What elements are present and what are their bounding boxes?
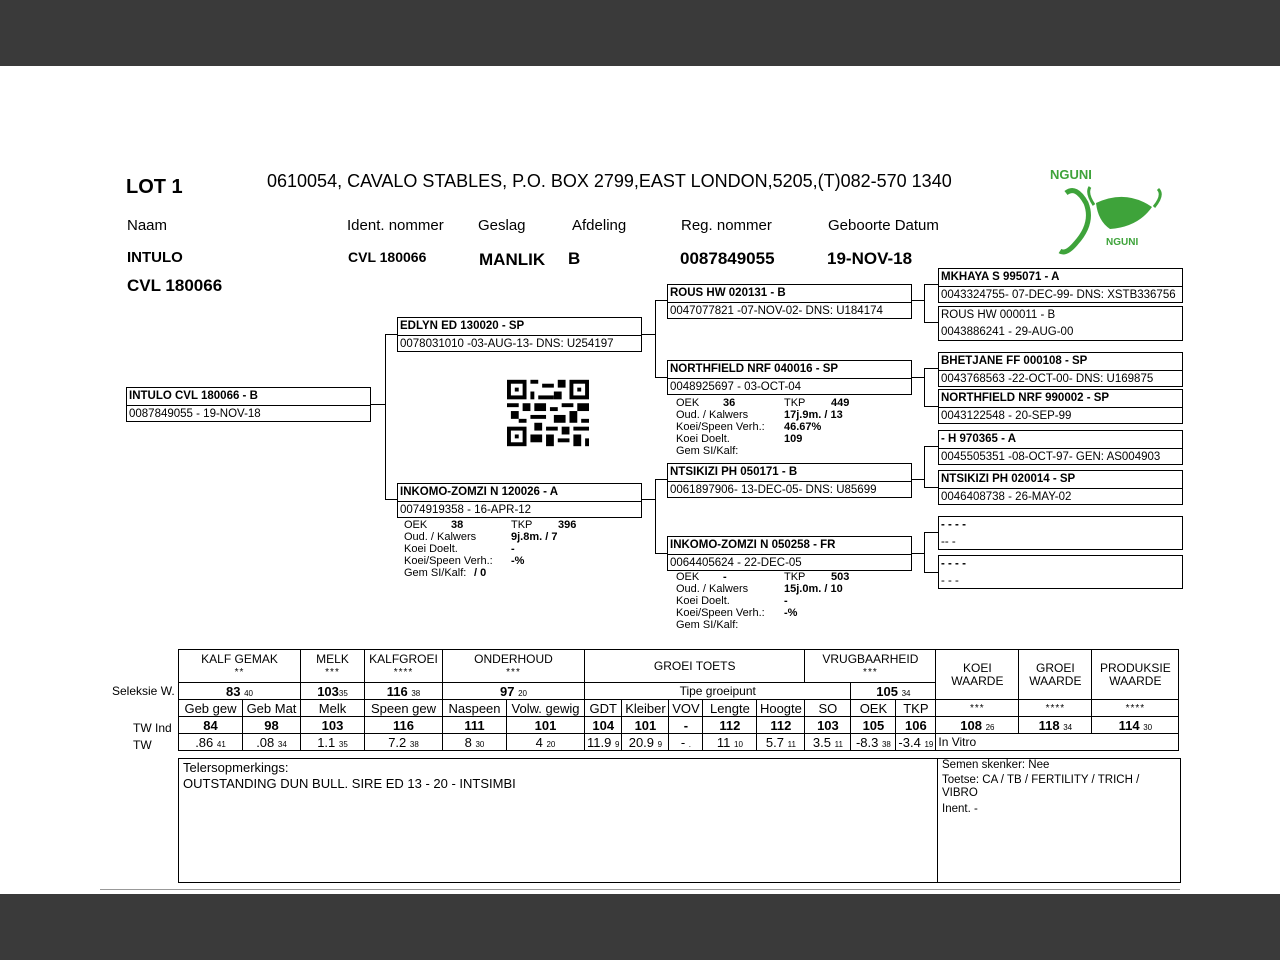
cell-value: 11.9 (587, 734, 612, 750)
tw-index-value: 101 (507, 717, 585, 734)
cell-count: 41 (216, 739, 226, 749)
stat-label: OEK (404, 519, 428, 531)
connector (924, 446, 925, 487)
stat-label: Koei/Speen Verh.: (404, 555, 493, 567)
stat-value: 38 (451, 519, 464, 531)
row-label-twind: TW Ind (133, 721, 172, 735)
divider (937, 759, 938, 882)
tw-value (703, 734, 757, 751)
tw-value (243, 734, 301, 751)
svg-text:NGUNI: NGUNI (1106, 237, 1139, 248)
pedigree-sire-sire (667, 284, 912, 319)
tw-value (507, 734, 585, 751)
stat-value: - (511, 543, 515, 555)
stat-value: 9j.8m. / 7 (511, 531, 558, 543)
stat-label: Gem SI/Kalf: (676, 619, 739, 631)
stat-value: -% (511, 555, 525, 567)
tw-value (585, 734, 622, 751)
star-rating: **** (1092, 700, 1179, 717)
in-vitro: In Vitro (936, 734, 1179, 751)
animal-name: ROUS HW 020131 - B (668, 285, 911, 303)
connector (911, 377, 924, 378)
cell-count: 40 (244, 688, 253, 698)
stat-label: Koei Doelt. (676, 433, 730, 445)
star-rating: *** (936, 700, 1019, 717)
stat-value: 36 (723, 397, 736, 409)
connector (924, 284, 925, 322)
cell-count: 38 (411, 688, 421, 698)
group-label: VRUGBAARHEID (822, 652, 919, 666)
cell-count: 34 (1063, 722, 1073, 732)
group-label: ONDERHOUD (474, 652, 553, 666)
tw-value (757, 734, 805, 751)
seleksie-onderhoud (443, 683, 585, 700)
star-rating: ** (234, 667, 245, 678)
pedigree-dam (397, 483, 642, 518)
animal-info: 0064405624 - 22-DEC-05 (670, 557, 802, 569)
row-label-seleksie: Seleksie W. (112, 684, 175, 698)
animal-info: 0048925697 - 03-OCT-04 (670, 381, 802, 393)
column-header: GDT (585, 700, 622, 717)
value-naam-2: CVL 180066 (127, 276, 223, 295)
stat-label: OEK (676, 571, 700, 583)
seleksie-vrugbaarheid (851, 683, 936, 700)
label-ident: Ident. nommer (347, 217, 444, 234)
animal-name: INKOMO-ZOMZI N 120026 - A (398, 484, 641, 502)
nguni-logo (1046, 163, 1174, 263)
cell-count: . (688, 739, 692, 749)
table-row (179, 650, 1179, 683)
tests-continued: VIBRO (942, 787, 978, 799)
ebv-table (178, 649, 1179, 751)
vaccinations: Inent. - (942, 803, 978, 815)
table-row (179, 717, 1179, 734)
column-header: VOV (669, 700, 703, 717)
column-header: Naspeen (443, 700, 507, 717)
animal-info: 0043122548 - 20-SEP-99 (941, 410, 1072, 422)
animal-info: 0074919358 - 16-APR-12 (400, 504, 532, 516)
pedigree-dam-sire (667, 463, 912, 498)
connector (655, 300, 656, 377)
column-header: Kleiber (622, 700, 669, 717)
cell-count: 34 (901, 688, 911, 698)
remarks-title: Telersopmerkings: (183, 760, 289, 775)
column-header: Lengte (703, 700, 757, 717)
label-naam: Naam (127, 217, 168, 234)
tw-value (179, 734, 243, 751)
stat-value: 449 (831, 397, 850, 409)
cell-value: 3.5 (812, 734, 831, 750)
stat-label: Koei/Speen Verh.: (676, 607, 765, 619)
cell-count: 10 (734, 739, 743, 749)
pedigree-subject (126, 387, 371, 422)
cell-count: 38 (881, 739, 891, 749)
connector (924, 487, 939, 488)
pedigree-sdd (938, 389, 1183, 424)
pedigree-ddd (938, 555, 1183, 589)
tw-value (365, 734, 443, 751)
animal-name: INKOMO-ZOMZI N 050258 - FR (668, 537, 911, 555)
animal-info: 0061897906- 13-DEC-05- DNS: U85699 (670, 484, 877, 496)
stat-value: 17j.9m. / 13 (784, 409, 843, 421)
svg-text:NGUNI: NGUNI (1050, 167, 1092, 182)
cell-count: 19 (924, 739, 934, 749)
cell-value: 105 (876, 683, 898, 699)
value-naam: INTULO (127, 249, 183, 266)
connector (924, 532, 939, 533)
tw-index-value: - (669, 717, 703, 734)
cell-count: 9 (657, 739, 663, 749)
group-groei-toets: GROEI TOETS (585, 650, 805, 683)
value-ident: CVL 180066 (348, 249, 427, 265)
group-kalf-gemak (179, 650, 301, 683)
group-label: MELK (316, 652, 349, 666)
column-header: Speen gew (365, 700, 443, 717)
cell-count: 34 (277, 739, 287, 749)
column-header: TKP (896, 700, 936, 717)
connector (911, 300, 924, 301)
stat-label: TKP (784, 571, 806, 583)
stat-label: Koei Doelt. (676, 595, 730, 607)
connector (924, 572, 939, 573)
group-produksie-waarde: PRODUKSIE WAARDE (1092, 650, 1179, 700)
column-header: Geb gew (179, 700, 243, 717)
viewer-bottom-bar (0, 894, 1280, 960)
stat-label: Koei Doelt. (404, 543, 458, 555)
animal-name: NTSIKIZI PH 050171 - B (668, 464, 911, 482)
connector (370, 404, 385, 405)
animal-name: - H 970365 - A (939, 431, 1182, 449)
cell-count: 35 (338, 688, 348, 698)
tw-value (851, 734, 896, 751)
connector (641, 499, 655, 500)
animal-name: MKHAYA S 995071 - A (939, 269, 1182, 287)
qr-code (507, 379, 589, 447)
label-reg: Reg. nommer (681, 217, 772, 234)
stat-value: - (784, 595, 788, 607)
cell-count: 35 (338, 739, 348, 749)
stat-value: 109 (784, 433, 803, 445)
value-index (936, 717, 1019, 734)
tw-index-value: 111 (443, 717, 507, 734)
cell-count: 20 (546, 739, 556, 749)
cell-value: .86 (195, 734, 214, 750)
cell-value: 116 (386, 683, 408, 699)
column-header: Hoogte (757, 700, 805, 717)
animal-info: -- - (941, 536, 956, 548)
cell-count: 30 (475, 739, 485, 749)
stat-label: Gem SI/Kalf: (676, 445, 739, 457)
connector (655, 479, 656, 553)
cell-value: .08 (256, 734, 275, 750)
tw-index-value: 105 (851, 717, 896, 734)
tw-value (896, 734, 936, 751)
group-melk (301, 650, 365, 683)
stat-value: - (723, 571, 727, 583)
connector (911, 553, 924, 554)
connector (924, 322, 939, 323)
stat-value: 396 (558, 519, 577, 531)
stat-value: / 0 (474, 567, 487, 579)
star-rating: **** (1019, 700, 1092, 717)
pedigree-dsd (938, 470, 1183, 505)
pedigree-sire-dam (667, 360, 912, 395)
tipe-groeipunt: Tipe groeipunt (585, 683, 851, 700)
animal-info: 0078031010 -03-AUG-13- DNS: U254197 (400, 338, 614, 350)
cell-value: 118 (1038, 717, 1060, 733)
cell-value: 83 (226, 683, 241, 699)
connector (924, 446, 939, 447)
tw-index-value: 98 (243, 717, 301, 734)
animal-name: ROUS HW 000011 - B (941, 309, 1056, 321)
column-header: OEK (851, 700, 896, 717)
tw-index-value: 112 (703, 717, 757, 734)
cell-value: 97 (500, 683, 515, 699)
viewer-top-bar (0, 0, 1280, 66)
animal-name: BHETJANE FF 000108 - SP (939, 353, 1182, 371)
pedigree-dam-dam (667, 536, 912, 571)
pedigree-sire (397, 317, 642, 352)
cell-value: 4 (535, 734, 543, 750)
cell-count: 9 (614, 739, 620, 749)
tw-index-value: 103 (805, 717, 851, 734)
cell-value: 108 (960, 717, 982, 733)
cell-value: -3.4 (898, 734, 921, 750)
group-kalfgroei (365, 650, 443, 683)
cell-value: 11 (716, 734, 731, 750)
tw-value (669, 734, 703, 751)
column-header: SO (805, 700, 851, 717)
animal-name: - - - - (941, 558, 966, 570)
connector (924, 532, 925, 572)
tw-value (805, 734, 851, 751)
cell-value: 5.7 (765, 734, 784, 750)
tw-index-value: 104 (585, 717, 622, 734)
star-rating: **** (393, 667, 414, 678)
animal-name: - - - - (941, 519, 966, 531)
stat-value: 46.67% (784, 421, 822, 433)
stat-label: TKP (511, 519, 533, 531)
cell-value: -8.3 (855, 734, 879, 750)
cell-value: 7.2 (388, 734, 407, 750)
animal-name: NORTHFIELD NRF 990002 - SP (939, 390, 1182, 408)
tw-value (301, 734, 365, 751)
group-label: KALF GEMAK (201, 652, 278, 666)
cell-value: 114 (1118, 717, 1140, 733)
row-label-tw: TW (133, 738, 152, 752)
value-index (1092, 717, 1179, 734)
column-header: Geb Mat (243, 700, 301, 717)
animal-info: 0043324755- 07-DEC-99- DNS: XSTB336756 (941, 289, 1176, 301)
group-onderhoud (443, 650, 585, 683)
page-rule (100, 889, 1180, 890)
remarks-text: OUTSTANDING DUN BULL. SIRE ED 13 - 20 - INTSIMBI (183, 776, 516, 791)
label-geslag: Geslag (478, 217, 526, 234)
animal-name: NORTHFIELD NRF 040016 - SP (668, 361, 911, 379)
seleksie-kalfgroei (365, 683, 443, 700)
tw-value (622, 734, 669, 751)
animal-name: EDLYN ED 130020 - SP (398, 318, 641, 336)
animal-info: 0045505351 -08-OCT-97- GEN: AS004903 (941, 451, 1161, 463)
pedigree-sss (938, 268, 1183, 303)
pedigree-sds (938, 352, 1183, 387)
animal-info: - - - (941, 575, 959, 587)
connector (924, 406, 939, 407)
column-header: Melk (301, 700, 365, 717)
cell-count: 38 (409, 739, 419, 749)
remarks-box (178, 758, 1181, 883)
cell-count: 11 (787, 739, 796, 749)
group-vrugbaarheid (805, 650, 936, 683)
column-header: Volw. gewig (507, 700, 585, 717)
animal-info: 0043886241 - 29-AUG-00 (941, 326, 1074, 338)
group-koei-waarde: KOEI WAARDE (936, 650, 1019, 700)
connector (924, 368, 925, 406)
connector (924, 284, 939, 285)
tw-index-value: 106 (896, 717, 936, 734)
value-index (1019, 717, 1092, 734)
semen-donor: Semen skenker: Nee (942, 759, 1050, 771)
seleksie-kalf-gemak (179, 683, 301, 700)
cell-count: 26 (985, 722, 995, 732)
stat-value: -% (784, 607, 798, 619)
table-row (179, 734, 1179, 751)
stat-label: Oud. / Kalwers (404, 531, 477, 543)
pedigree-dds (938, 516, 1183, 550)
connector (385, 334, 386, 499)
pedigree-dss (938, 430, 1183, 465)
cell-count: 30 (1143, 722, 1153, 732)
stat-label: OEK (676, 397, 700, 409)
tw-index-value: 84 (179, 717, 243, 734)
tests: Toetse: CA / TB / FERTILITY / TRICH / (942, 774, 1140, 786)
connector (641, 334, 655, 335)
tw-index-value: 112 (757, 717, 805, 734)
stat-label: TKP (784, 397, 806, 409)
cell-value: 8 (464, 734, 472, 750)
seleksie-melk (301, 683, 365, 700)
table-row (179, 700, 1179, 717)
animal-info: 0043768563 -22-OCT-00- DNS: U169875 (941, 373, 1154, 385)
value-reg: 0087849055 (680, 249, 775, 268)
label-afdeling: Afdeling (572, 217, 627, 234)
stat-label: Oud. / Kalwers (676, 583, 749, 595)
cell-value: 103 (317, 683, 339, 699)
stat-label: Oud. / Kalwers (676, 409, 749, 421)
connector (924, 368, 939, 369)
tw-index-value: 116 (365, 717, 443, 734)
group-label: KALFGROEI (369, 652, 438, 666)
animal-info: 0046408738 - 26-MAY-02 (941, 491, 1072, 503)
value-geslag: MANLIK (479, 250, 546, 269)
lot-number: LOT 1 (126, 176, 183, 198)
star-rating: *** (506, 667, 521, 678)
tw-index-value: 103 (301, 717, 365, 734)
group-groei-waarde: GROEI WAARDE (1019, 650, 1092, 700)
stat-value: 503 (831, 571, 850, 583)
cell-count: 20 (518, 688, 527, 698)
value-geboorte: 19-NOV-18 (827, 249, 913, 268)
animal-name: INTULO CVL 180066 - B (127, 388, 370, 406)
cell-value: 20.9 (628, 734, 655, 750)
stat-label: Gem SI/Kalf: (404, 567, 467, 579)
connector (911, 479, 924, 480)
cell-count: 11 (834, 739, 843, 749)
pedigree-ssd (938, 306, 1183, 341)
cell-value: 1.1 (317, 734, 336, 750)
label-geboorte: Geboorte Datum (828, 217, 939, 234)
animal-name: NTSIKIZI PH 020014 - SP (939, 471, 1182, 489)
cell-value: - (680, 734, 686, 750)
stat-value: 15j.0m. / 10 (784, 583, 843, 595)
stat-label: Koei/Speen Verh.: (676, 421, 765, 433)
animal-info: 0087849055 - 19-NOV-18 (129, 408, 261, 420)
owner-line: 0610054, CAVALO STABLES, P.O. BOX 2799,EAST LONDON,5205,(T)082-570 1340 (267, 171, 952, 191)
tw-index-value: 101 (622, 717, 669, 734)
star-rating: *** (325, 667, 340, 678)
tw-value (443, 734, 507, 751)
value-afdeling: B (568, 249, 581, 268)
animal-info: 0047077821 -07-NOV-02- DNS: U184174 (670, 305, 883, 317)
star-rating: *** (863, 667, 878, 678)
